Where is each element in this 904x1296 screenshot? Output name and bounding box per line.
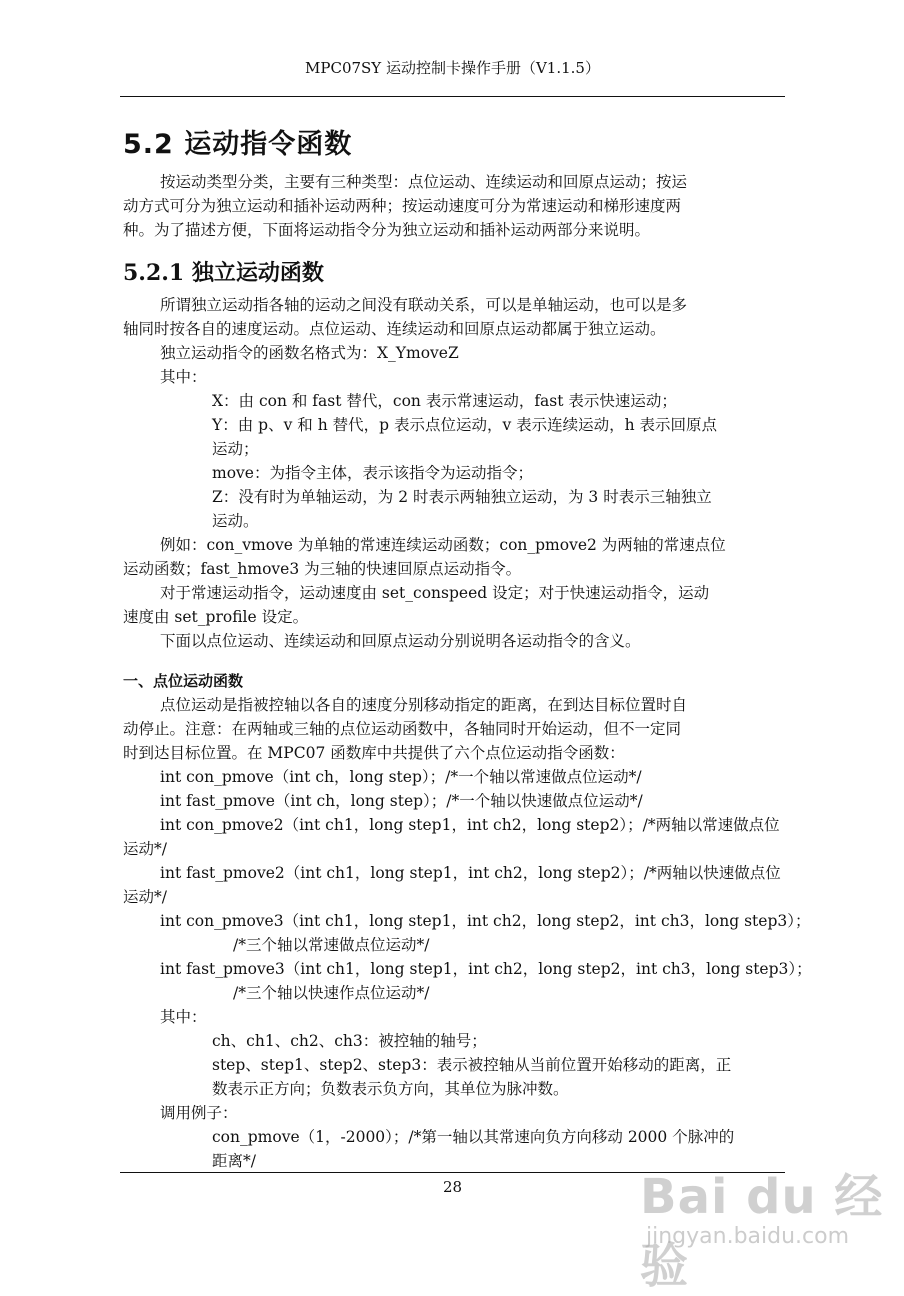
param-line: 数表示正方向；负数表示负方向，其单位为脉冲数。 bbox=[212, 1080, 569, 1098]
format-line: 独立运动指令的函数名格式为：X_YmoveZ bbox=[160, 344, 459, 362]
header-rule bbox=[120, 96, 785, 97]
definition-line: move：为指令主体，表示该指令为运动指令； bbox=[212, 464, 533, 482]
call-example-line: 距离*/ bbox=[212, 1152, 256, 1170]
function-signature: int con_pmove2（int ch1，long step1，int ch2，long step2）；/*两轴以常速做点位 bbox=[160, 816, 780, 834]
speed-line: 速度由 set_profile 设定。 bbox=[123, 608, 309, 626]
body-line: 所谓独立运动指各轴的运动之间没有联动关系，可以是单轴运动，也可以是多 bbox=[160, 296, 688, 314]
section-title: 5.2 运动指令函数 bbox=[123, 129, 353, 160]
definition-line: Z：没有时为单轴运动，为 2 时表示两轴独立运动，为 3 时表示三轴独立 bbox=[212, 488, 712, 506]
speed-line: 对于常速运动指令，运动速度由 set_conspeed 设定；对于快速运动指令，运动 bbox=[160, 584, 710, 602]
call-example-line: con_pmove（1，-2000）；/*第一轴以其常速向负方向移动 2000 个脉冲的 bbox=[212, 1128, 735, 1146]
param-line: step、step1、step2、step3：表示被控轴从当前位置开始移动的距离，正 bbox=[212, 1056, 732, 1074]
function-signature: int fast_pmove3（int ch1，long step1，int ch2，long step2，int ch3，long step3）； bbox=[160, 960, 812, 978]
page-number: 28 bbox=[442, 1178, 463, 1196]
example-line: 例如：con_vmove 为单轴的常速连续运动函数；con_pmove2 为两轴的常速点位 bbox=[160, 536, 726, 554]
body-line: 下面以点位运动、连续运动和回原点运动分别说明各运动指令的含义。 bbox=[160, 632, 641, 650]
intro-line: 种。为了描述方便，下面将运动指令分为独立运动和插补运动两部分来说明。 bbox=[123, 221, 651, 239]
watermark-url: jingyan.baidu.com bbox=[646, 1224, 850, 1249]
point-desc-line: 时到达目标位置。在 MPC07 函数库中共提供了六个点位运动指令函数： bbox=[123, 744, 625, 762]
param-line: ch、ch1、ch2、ch3：被控轴的轴号； bbox=[212, 1032, 487, 1050]
point-desc-line: 动停止。注意：在两轴或三轴的点位运动函数中，各轴同时开始运动，但不一定同 bbox=[123, 720, 682, 738]
definition-line: Y：由 p、v 和 h 替代，p 表示点位运动，v 表示连续运动，h 表示回原点 bbox=[212, 416, 718, 434]
function-signature: int fast_pmove2（int ch1，long step1，int ch2，long step2）；/*两轴以快速做点位 bbox=[160, 864, 781, 882]
intro-line: 动方式可分为独立运动和插补运动两种；按运动速度可分为常速运动和梯形速度两 bbox=[123, 197, 682, 215]
function-signature: int con_pmove3（int ch1，long step1，int ch2，long step2，int ch3，long step3）； bbox=[160, 912, 811, 930]
body-line: 轴同时按各自的速度运动。点位运动、连续运动和回原点运动都属于独立运动。 bbox=[123, 320, 666, 338]
watermark-logo: Bai du 经验 bbox=[640, 1169, 884, 1294]
function-signature: 运动*/ bbox=[123, 888, 167, 906]
where-label: 其中： bbox=[160, 368, 207, 386]
intro-line: 按运动类型分类，主要有三种类型：点位运动、连续运动和回原点运动；按运 bbox=[160, 173, 688, 191]
function-signature: int fast_pmove（int ch，long step）；/*一个轴以快速做点位运动*/ bbox=[160, 792, 643, 810]
point-desc-line: 点位运动是指被控轴以各自的速度分别移动指定的距离，在到达目标位置时自 bbox=[160, 696, 688, 714]
function-signature: 运动*/ bbox=[123, 840, 167, 858]
function-signature: /*三个轴以常速做点位运动*/ bbox=[233, 936, 430, 954]
page-header: MPC07SY 运动控制卡操作手册（V1.1.5） bbox=[305, 59, 600, 77]
subsection-title: 5.2.1 独立运动函数 bbox=[123, 260, 324, 286]
function-signature: /*三个轴以快速作点位运动*/ bbox=[233, 984, 430, 1002]
function-signature: int con_pmove（int ch，long step）；/*一个轴以常速做点位运动*/ bbox=[160, 768, 642, 786]
example-line: 运动函数；fast_hmove3 为三轴的快速回原点运动指令。 bbox=[123, 560, 522, 578]
definition-line: 运动； bbox=[212, 440, 259, 458]
definition-line: X：由 con 和 fast 替代，con 表示常速运动，fast 表示快速运动； bbox=[212, 392, 677, 410]
definition-line: 运动。 bbox=[212, 512, 259, 530]
call-example-label: 调用例子： bbox=[160, 1104, 238, 1122]
point-motion-title: 一、点位运动函数 bbox=[123, 672, 244, 690]
where-label: 其中： bbox=[160, 1008, 207, 1026]
baidu-watermark bbox=[640, 1158, 890, 1294]
